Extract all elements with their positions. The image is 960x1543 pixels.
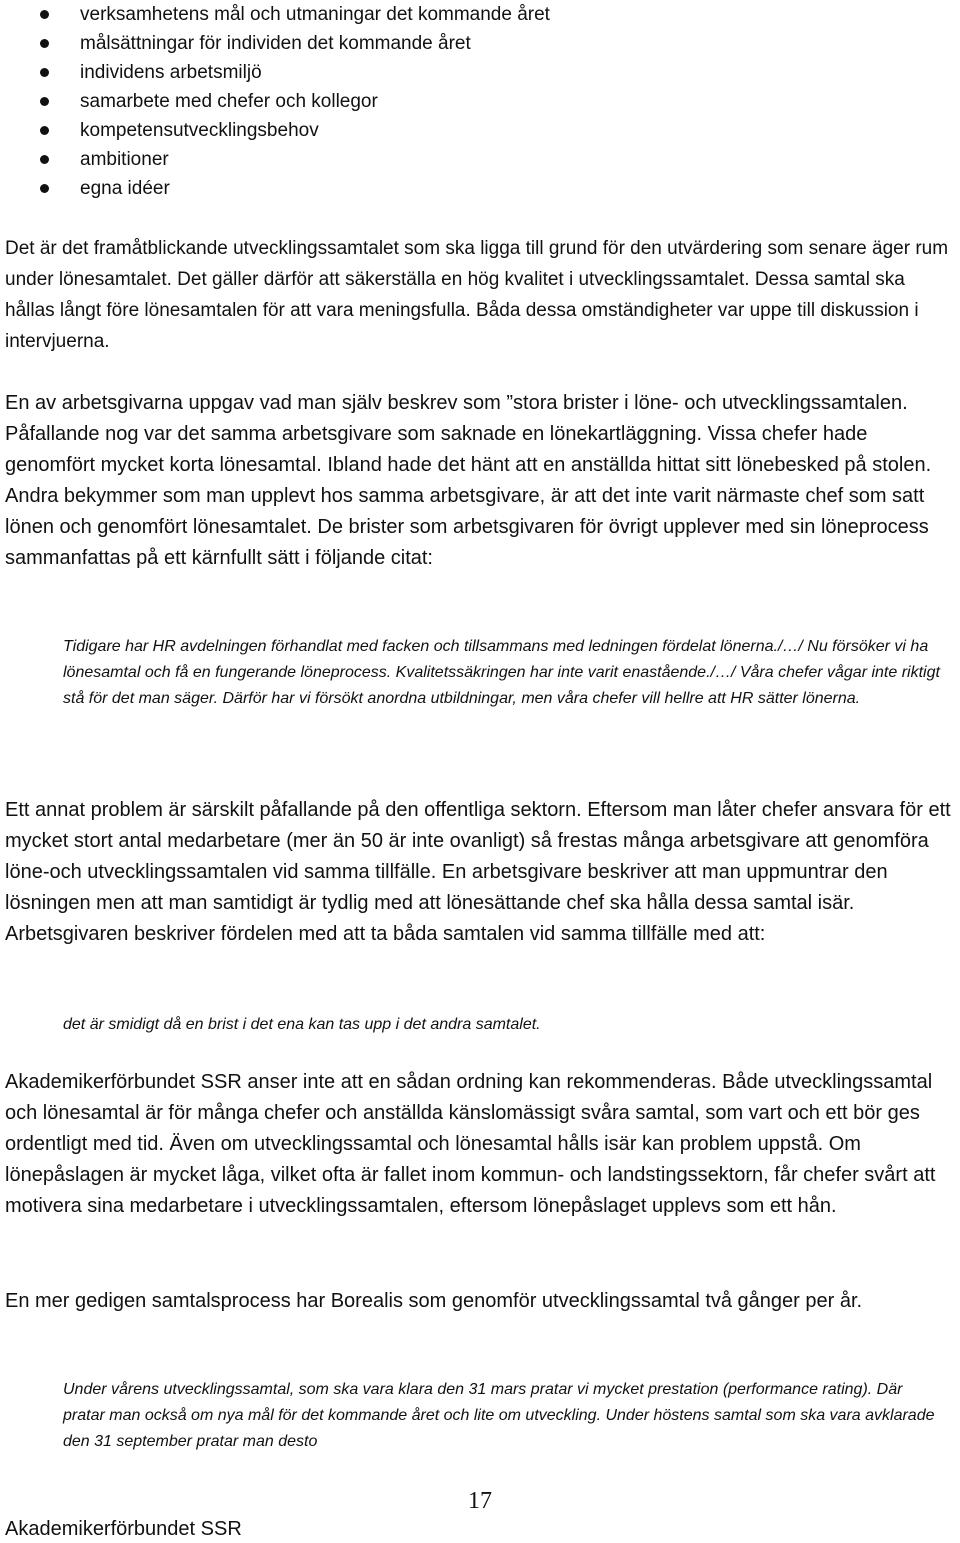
quote-3: Under vårens utvecklingssamtal, som ska vara klara den 31 mars pratar vi mycket prestation (performance rating). Där pratar man också om nya mål för det kommande året och lite om utveckling. Under höstens samtal som ska vara avklarade den 31 september pratar man desto [63, 1381, 935, 1450]
bullet-icon [40, 155, 49, 164]
list-item: kompetensutvecklingsbehov [0, 116, 550, 145]
bullet-icon [40, 184, 49, 193]
list-item: verksamhetens mål och utmaningar det kommande året [0, 0, 550, 29]
paragraph-3: Ett annat problem är särskilt påfallande på den offentliga sektorn. Eftersom man låter chefer ansvara för ett mycket stort antal medarbetare (mer än 50 är inte ovanligt) så frestas många arbetsgivare att genomföra löne-och utvecklingssamtalen vid samma tillfälle. En arbetsgivare beskriver att man uppmuntrar den lösningen men att man samtidigt är tydlig med att lönesättande chef ska hålla dessa samtal isär. Arbetsgivaren beskriver fördelen med att ta båda samtalen vid samma tillfälle med att: [5, 799, 951, 945]
bullet-list [0, 0, 550, 203]
list-item: samarbete med chefer och kollegor [0, 87, 550, 116]
list-item: individens arbetsmiljö [0, 58, 550, 87]
bullet-icon [40, 10, 49, 19]
quote-2: det är smidigt då en brist i det ena kan tas upp i det andra samtalet. [63, 1016, 541, 1033]
list-item: ambitioner [0, 145, 550, 174]
page-footer: Akademikerförbundet SSR [5, 1518, 242, 1540]
list-item: egna idéer [0, 174, 550, 203]
paragraph-2: En av arbetsgivarna uppgav vad man själv beskrev som ”stora brister i löne- och utvecklingssamtalen. Påfallande nog var det samma arbetsgivare som saknade en lönekartläggning. Vissa chefer hade genomfört mycket korta lönesamtal. Ibland hade det hänt att en anställda hittat sitt lönebesked på stolen. Andra bekymmer som man upplevt hos samma arbetsgivare, är att det inte varit närmaste chef som satt lönen och genomfört lönesamtalet. De brister som arbetsgivaren för övrigt upplever med sin löneprocess sammanfattas på ett kärnfullt sätt i följande citat: [5, 392, 932, 569]
bullet-icon [40, 126, 49, 135]
quote-1: Tidigare har HR avdelningen förhandlat med facken och tillsammans med ledningen fördelat lönerna./…/ Nu försöker vi ha lönesamtal och få en fungerande löneprocess. Kvalitetssäkringen har inte varit enastående./…/ Våra chefer vågar inte riktigt stå för det man säger. Därför har vi försökt anordna utbildningar, men våra chefer vill hellre att HR sätter lönerna. [63, 638, 940, 707]
bullet-icon [40, 39, 49, 48]
bullet-icon [40, 97, 49, 106]
paragraph-4: Akademikerförbundet SSR anser inte att en sådan ordning kan rekommenderas. Både utvecklingssamtal och lönesamtal är för många chefer och anställda känslomässigt svåra samtal, som vart och ett bör ges ordentligt med tid. Även om utvecklingssamtal och lönesamtal hålls isär kan problem uppstå. Om lönepåslagen är mycket låga, vilket ofta är fallet inom kommun- och landstingssektorn, får chefer svårt att motivera sina medarbetare i utvecklingssamtalen, eftersom lönepåslaget upplevs som ett hån. [5, 1071, 936, 1217]
bullet-icon [40, 68, 49, 77]
page-number: 17 [468, 1488, 492, 1514]
paragraph-1: Det är det framåtblickande utvecklingssamtalet som ska ligga till grund för den utvärdering som senare äger rum under lönesamtalet. Det gäller därför att säkerställa en hög kvalitet i utvecklingssamtalet. Dessa samtal ska hållas långt före lönesamtalen för att vara meningsfulla. Båda dessa omständigheter var uppe till diskussion i intervjuerna. [5, 238, 949, 352]
paragraph-5: En mer gedigen samtalsprocess har Borealis som genomför utvecklingssamtal två gånger per år. [5, 1290, 863, 1312]
list-item: målsättningar för individen det kommande året [0, 29, 550, 58]
